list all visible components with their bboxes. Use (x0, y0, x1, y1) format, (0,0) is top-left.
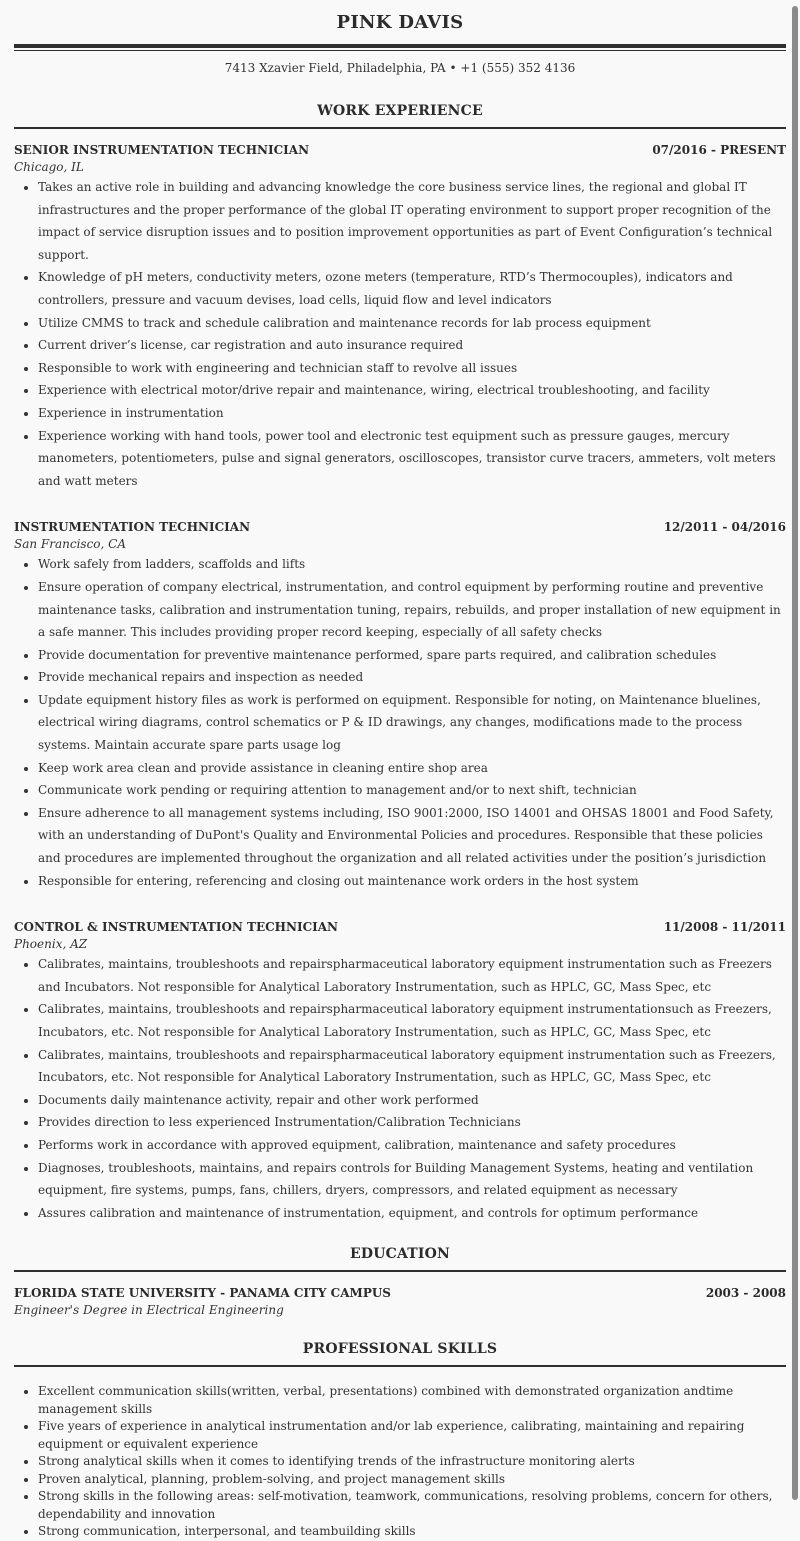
vertical-scrollbar[interactable] (792, 6, 798, 1500)
section-rule (14, 127, 786, 129)
job-bullet: • Responsible for entering, referencing and closing out maintenance work orders in the host system (38, 870, 786, 893)
job-bullet: • Experience working with hand tools, power tool and electronic test equipment such as pressure gauges, mercury manometers, potentiometers, pulse and signal generators, oscilloscopes, transistor curve tracers, ammeters, volt meters and watt meters (38, 425, 786, 493)
job-bullet: • Documents daily maintenance activity, repair and other work performed (38, 1089, 786, 1112)
job-location: Chicago, IL (14, 160, 84, 174)
job-bullet: • Experience in instrumentation (38, 402, 786, 425)
job-dates: 07/2016 - PRESENT (652, 143, 786, 157)
job-title: SENIOR INSTRUMENTATION TECHNICIAN (14, 143, 310, 157)
job-dates: 11/2008 - 11/2011 (663, 920, 786, 935)
section-rule (14, 1365, 786, 1367)
education-entry (14, 1284, 786, 1319)
job-bullet: • Provides direction to less experienced Instrumentation/Calibration Technicians (38, 1111, 786, 1134)
job-bullets (14, 176, 786, 492)
job-bullet: • Update equipment history files as work is performed on equipment. Responsible for noting, on Maintenance bluelines, electrical wiring diagrams, control schematics or P & ID drawings, any changes, modifications made to the process systems. Maintain accurate spare parts usage log (38, 689, 786, 757)
degree: Engineer's Degree in Electrical Engineering (14, 1303, 284, 1318)
job-title: CONTROL & INSTRUMENTATION TECHNICIAN (14, 920, 339, 935)
education-title: EDUCATION (349, 1246, 451, 1263)
skill-item: • Excellent communication skills(written, verbal, presentations) combined with demonstrated organization andtime management skills (38, 1383, 786, 1418)
job-bullet: • Ensure adherence to all management systems including, ISO 9001:2000, ISO 14001 and OHSAS 18001 and Food Safety, with an understanding of DuPont's Quality and Environmental Policies and procedures. Responsible that these policies and procedures are implemented throughout the organization and all related activities under the position’s jurisdiction (38, 802, 786, 870)
job-bullet: • Utilize CMMS to track and schedule calibration and maintenance records for lab process equipment (38, 312, 786, 335)
job-bullet: • Experience with electrical motor/drive repair and maintenance, wiring, electrical troubleshooting, and facility (38, 379, 786, 402)
job-bullets (14, 553, 786, 892)
job-bullet: • Provide documentation for preventive maintenance performed, spare parts required, and calibration schedules (38, 644, 786, 667)
job-bullet: • Performs work in accordance with approved equipment, calibration, maintenance and safety procedures (38, 1134, 786, 1157)
skill-item: • Strong analytical skills when it comes to identifying trends of the infrastructure monitoring alerts (38, 1453, 786, 1471)
job-location: Phoenix, AZ (14, 937, 88, 952)
job-bullet: • Keep work area clean and provide assistance in cleaning entire shop area (38, 757, 786, 780)
job-bullet: • Diagnoses, troubleshoots, maintains, and repairs controls for Building Management Systems, heating and ventilation equipment, fire systems, pumps, fans, chillers, dryers, compressors, and related equipment as necessary (38, 1157, 786, 1202)
job-bullet: • Takes an active role in building and advancing knowledge the core business service lines, the regional and global IT infrastructures and the proper performance of the global IT operating environment to support proper recognition of the impact of service disruption issues and to position improvement opportunities as part of Event Configuration’s technical support. (38, 176, 786, 266)
job-header (14, 518, 786, 536)
job-bullets (14, 953, 786, 1224)
job-title: INSTRUMENTATION TECHNICIAN (14, 520, 251, 535)
job-bullet: • Provide mechanical repairs and inspection as needed (38, 666, 786, 689)
spacer (14, 492, 786, 506)
spacer (14, 892, 786, 906)
skill-item: • Proven analytical, planning, problem-solving, and project management skills (38, 1471, 786, 1489)
job-bullet: • Calibrates, maintains, troubleshoots and repairspharmaceutical laboratory equipment instrumentationsuch as Freezers, Incubators, etc. Not responsible for Analytical Laboratory Instrumentation, such as HPLC, GC, Mass Spec, etc (38, 998, 786, 1043)
job-bullet: • Assures calibration and maintenance of instrumentation, equipment, and controls for optimum performance (38, 1202, 786, 1225)
job-dates: 12/2011 - 04/2016 (663, 520, 786, 535)
education-dates: 2003 - 2008 (705, 1286, 786, 1301)
job-bullet: • Knowledge of pH meters, conductivity meters, ozone meters (temperature, RTD’s Thermocouples), indicators and controllers, pressure and vacuum devises, load cells, liquid flow and level indicators (38, 266, 786, 311)
job-entry-3 (14, 918, 786, 1224)
skill-item: • Five years of experience in analytical instrumentation and/or lab experience, calibrating, maintaining and repairing equipment or equivalent experience (38, 1418, 786, 1453)
skill-item: • Strong skills in the following areas: self-motivation, teamwork, communications, resolving problems, concern for others, dependability and innovation (38, 1488, 786, 1523)
job-bullet: • Communicate work pending or requiring attention to management and/or to next shift, technician (38, 779, 786, 802)
job-header (14, 141, 786, 159)
job-header (14, 918, 786, 936)
job-bullet: • Calibrates, maintains, troubleshoots and repairspharmaceutical laboratory equipment instrumentation such as Freezers and Incubators. Not responsible for Analytical Laboratory Instrumentation, such as HPLC, GC, Mass Spec, etc (38, 953, 786, 998)
section-rule (14, 1270, 786, 1272)
job-entry-2 (14, 518, 786, 892)
job-location: San Francisco, CA (14, 537, 127, 552)
job-bullet: • Ensure operation of company electrical, instrumentation, and control equipment by performing routine and preventive maintenance tasks, calibration and instrumentation tuning, repairs, rebuilds, and proper installation of new equipment in a safe manner. This includes providing proper record keeping, especially of all safety checks (38, 576, 786, 644)
job-entry-1 (14, 141, 786, 492)
work-experience-title: WORK EXPERIENCE (317, 103, 483, 119)
education-header (14, 1284, 786, 1302)
professional-skills-title: PROFESSIONAL SKILLS (302, 1341, 498, 1358)
contact-line: 7413 Xzavier Field, Philadelphia, PA • +1 (555) 352 4136 (224, 61, 576, 75)
candidate-name: PINK DAVIS (336, 12, 464, 33)
header-thick-rule (14, 44, 786, 48)
school-name: FLORIDA STATE UNIVERSITY - PANAMA CITY CAMPUS (14, 1286, 391, 1301)
job-bullet: • Responsible to work with engineering and technician staff to revolve all issues (38, 357, 786, 380)
skill-item: • Strong communication, interpersonal, and teambuilding skills (38, 1523, 786, 1541)
skills-list (14, 1383, 786, 1541)
job-bullet: • Work safely from ladders, scaffolds and lifts (38, 553, 786, 576)
job-bullet: • Calibrates, maintains, troubleshoots and repairspharmaceutical laboratory equipment instrumentation such as Freezers, Incubators, etc. Not responsible for Analytical Laboratory Instrumentation, such as HPLC, GC, Mass Spec, etc (38, 1044, 786, 1089)
resume-page (14, 0, 786, 1541)
header-thin-rule (14, 50, 786, 51)
job-bullet: • Current driver’s license, car registration and auto insurance required (38, 334, 786, 357)
